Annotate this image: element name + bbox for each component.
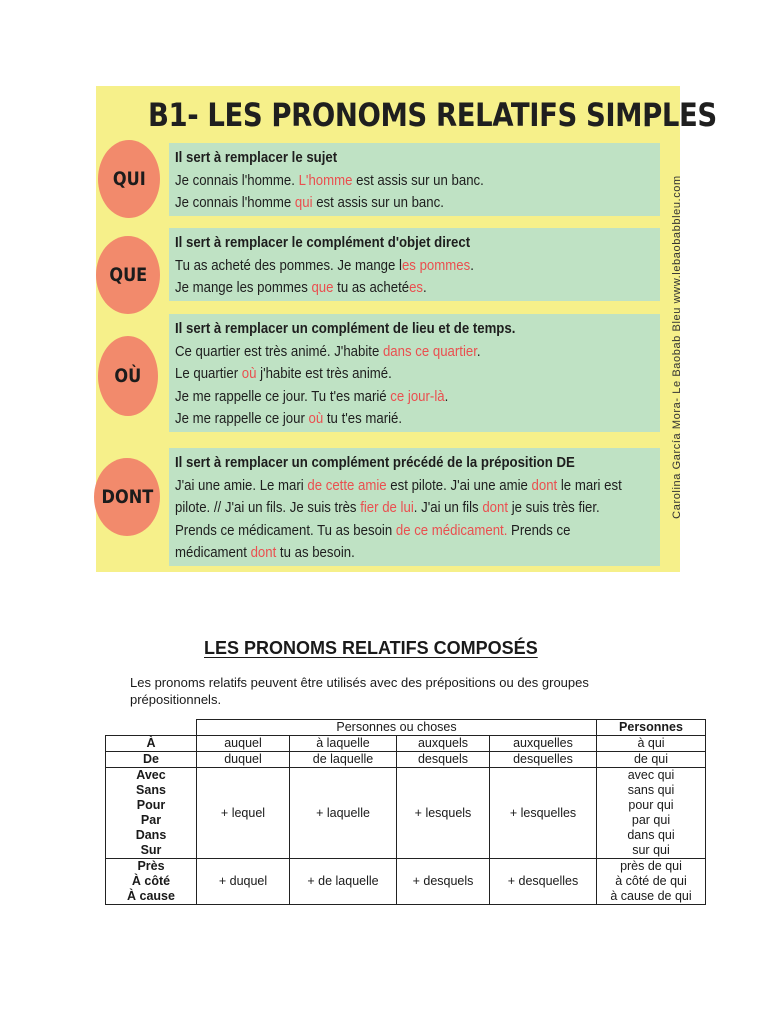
- preposition-cell-text: De: [143, 752, 159, 766]
- example-text: médicament: [175, 544, 251, 561]
- pronoun-label: QUE: [109, 264, 147, 286]
- highlighted-word: où: [308, 410, 324, 427]
- example-line: [175, 170, 602, 193]
- example-text: tu as acheté: [333, 279, 410, 296]
- preposition-cell: [106, 768, 197, 859]
- pronoun-cell: + lesquelles: [490, 768, 597, 859]
- pronoun-label: QUI: [112, 168, 146, 190]
- example-line: [175, 386, 602, 409]
- example-line: [175, 475, 622, 498]
- preposition-cell-text: Par: [140, 813, 162, 827]
- persons-cell-text: à qui: [637, 736, 665, 750]
- preposition-cell-text: Dans: [135, 828, 167, 842]
- example-text: je suis très fier.: [508, 499, 600, 516]
- pronoun-cell: auquel: [197, 736, 290, 752]
- persons-cell-text: à cause de qui: [610, 889, 692, 903]
- example-text: tu as besoin.: [276, 544, 355, 561]
- rule-box: [169, 228, 660, 301]
- rule-heading: Il sert à remplacer le complément d'objet direct: [175, 234, 471, 251]
- highlighted-word: dans ce quartier: [382, 342, 477, 360]
- example-text: j'habite est très animé.: [256, 365, 392, 382]
- highlighted-word: où: [241, 365, 257, 382]
- example-text: Tu as acheté des pommes. Je mange l: [175, 256, 402, 274]
- persons-cell: [597, 768, 706, 859]
- highlighted-word: dont: [531, 476, 558, 494]
- empty-header-cell: [106, 720, 197, 736]
- preposition-cell-text: Avec: [136, 768, 166, 782]
- example-text: .: [423, 279, 427, 296]
- header-things: Personnes ou choses: [197, 720, 597, 736]
- table-row: [106, 752, 706, 768]
- example-text: est assis sur un banc.: [352, 171, 484, 189]
- preposition-cell-text: Sans: [136, 783, 166, 797]
- highlighted-word: es: [409, 279, 424, 296]
- simple-pronouns-card: [96, 86, 717, 572]
- example-text: Je connais l'homme: [175, 194, 295, 211]
- example-text: Prends ce médicament. Tu as besoin: [175, 521, 396, 539]
- compound-pronouns-title: LES PRONOMS RELATIFS COMPOSÉS: [204, 638, 538, 658]
- example-text: tu t'es marié.: [323, 410, 403, 427]
- pronoun-cell: + lesquels: [397, 768, 490, 859]
- intro-paragraph: Les pronoms relatifs peuvent être utilisés avec des prépositions ou des groupes prépositionnels.: [130, 675, 589, 707]
- credit-text: Carolina García Mora- Le Baobab Bleu www.lebaobabbleu.com: [671, 175, 683, 519]
- pronoun-cell: + laquelle: [290, 768, 397, 859]
- table-row: [106, 768, 706, 859]
- highlighted-word: es pommes: [401, 256, 471, 274]
- example-line: [175, 497, 602, 520]
- persons-cell-text: près de qui: [620, 859, 682, 873]
- pronoun-cell: + desquels: [397, 859, 490, 905]
- preposition-cell: [106, 752, 197, 768]
- persons-cell-text: à côté de qui: [615, 874, 687, 888]
- example-text: est pilote. J'ai une amie: [386, 476, 532, 494]
- example-text: Prends ce: [507, 521, 571, 539]
- example-line: [175, 542, 602, 565]
- pronoun-label: OÙ: [114, 365, 142, 387]
- card-title: B1- LES PRONOMS RELATIFS SIMPLES: [148, 96, 717, 134]
- pronoun-circle-dont: [94, 458, 160, 536]
- rule-box: [169, 314, 660, 432]
- highlighted-word: de cette amie: [307, 476, 387, 494]
- pronoun-cell: à laquelle: [290, 736, 397, 752]
- example-text: Je connais l'homme.: [175, 171, 299, 189]
- table-body: [106, 736, 706, 905]
- example-text: J'ai une amie. Le mari: [175, 476, 308, 494]
- preposition-cell: [106, 736, 197, 752]
- example-text: pilote. // J'ai un fils. Je suis très: [175, 499, 361, 516]
- persons-cell: [597, 736, 706, 752]
- table-row: [106, 859, 706, 905]
- pronoun-cell: desquels: [397, 752, 490, 768]
- persons-cell-text: dans qui: [627, 828, 675, 842]
- highlighted-word: qui: [294, 194, 313, 211]
- example-line: [175, 192, 602, 215]
- example-line: [175, 341, 602, 364]
- pronoun-label: DONT: [101, 486, 153, 508]
- pronoun-cell: + lequel: [197, 768, 290, 859]
- example-text: est assis sur un banc.: [312, 194, 444, 211]
- highlighted-word: dont: [250, 544, 277, 561]
- example-text: le mari est: [557, 476, 622, 494]
- pronoun-cell: auxquelles: [490, 736, 597, 752]
- compound-pronouns-table: [105, 719, 706, 905]
- pronoun-cell: de laquelle: [290, 752, 397, 768]
- rule-heading: Il sert à remplacer le sujet: [175, 149, 338, 166]
- preposition-cell-text: À côté: [131, 874, 171, 888]
- highlighted-word: L'homme: [298, 171, 353, 189]
- example-line: [175, 363, 602, 386]
- example-text: .: [470, 256, 474, 274]
- header-persons: Personnes: [597, 720, 706, 736]
- persons-cell-text: par qui: [631, 813, 671, 827]
- rule-heading: Il sert à remplacer un complément de lieu et de temps.: [175, 320, 516, 337]
- rule-box: [169, 143, 660, 216]
- example-line: [175, 520, 602, 543]
- persons-cell-text: sur qui: [632, 843, 670, 857]
- example-line: [175, 408, 602, 431]
- example-line: [175, 277, 602, 300]
- example-text: .: [444, 387, 449, 405]
- table-header-row: [106, 720, 706, 736]
- pronoun-circle-ou: [98, 336, 158, 416]
- persons-cell: [597, 859, 706, 905]
- highlighted-word: ce jour-là: [390, 387, 445, 405]
- example-text: Ce quartier est très animé. J'habite: [175, 342, 383, 360]
- pronoun-cell: + duquel: [197, 859, 290, 905]
- rule-box: [169, 448, 660, 566]
- pronoun-cell: desquelles: [490, 752, 597, 768]
- preposition-cell: [106, 859, 197, 905]
- persons-cell-text: avec qui: [627, 768, 675, 782]
- persons-cell: [597, 752, 706, 768]
- pronoun-circle-qui: [98, 140, 160, 218]
- persons-cell-text: de qui: [633, 752, 669, 766]
- example-text: Je mange les pommes: [175, 279, 312, 296]
- table-row: [106, 736, 706, 752]
- persons-cell-text: sans qui: [627, 783, 675, 797]
- preposition-cell-text: Pour: [136, 798, 166, 812]
- preposition-cell-text: À: [146, 736, 156, 750]
- highlighted-word: que: [311, 279, 334, 296]
- example-text: . J'ai un fils: [413, 499, 483, 516]
- pronoun-cell: + desquelles: [490, 859, 597, 905]
- example-line: [175, 255, 602, 278]
- example-text: Le quartier: [175, 365, 242, 382]
- pronoun-cell: + de laquelle: [290, 859, 397, 905]
- pronoun-circle-que: [96, 236, 160, 314]
- pronoun-cell: duquel: [197, 752, 290, 768]
- preposition-cell-text: Près: [137, 859, 165, 873]
- preposition-cell-text: Sur: [140, 843, 162, 857]
- pronoun-cell: auxquels: [397, 736, 490, 752]
- highlighted-word: de ce médicament.: [395, 521, 508, 539]
- rule-heading: Il sert à remplacer un complément précédé de la préposition DE: [175, 454, 575, 471]
- example-text: Je me rappelle ce jour. Tu t'es marié: [175, 387, 391, 405]
- example-text: Je me rappelle ce jour: [175, 410, 309, 427]
- highlighted-word: dont: [482, 499, 509, 516]
- highlighted-word: fier de lui: [360, 499, 414, 516]
- persons-cell-text: pour qui: [628, 798, 674, 812]
- preposition-cell-text: À cause: [127, 889, 175, 903]
- example-text: .: [476, 342, 481, 360]
